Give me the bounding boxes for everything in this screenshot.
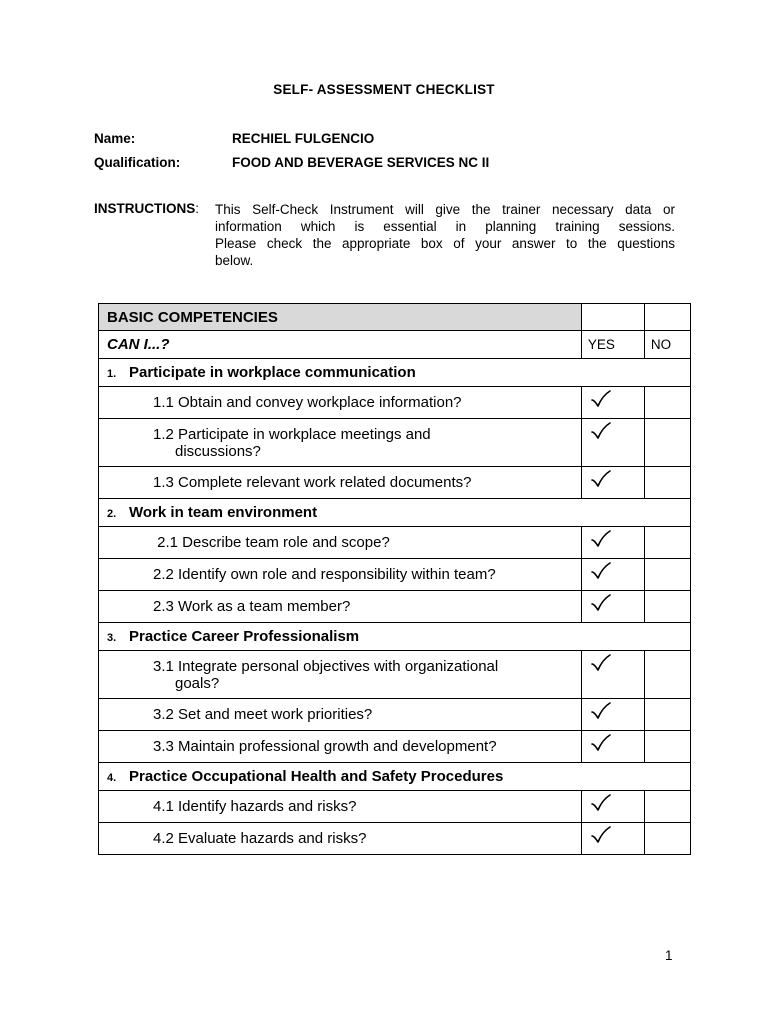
question-text-cell xyxy=(99,419,582,467)
no-checkbox-cell[interactable] xyxy=(644,591,690,623)
question-text-cell xyxy=(99,387,582,419)
question-row xyxy=(99,527,691,559)
page-title: SELF- ASSESSMENT CHECKLIST xyxy=(273,82,495,97)
checkmark-icon xyxy=(590,653,612,673)
section-title-cell xyxy=(99,359,691,387)
section-number: 1. xyxy=(107,368,117,380)
question-text-line: discussions? xyxy=(175,442,261,460)
checkmark-icon xyxy=(590,561,612,581)
question-text-line: 2.3 Work as a team member? xyxy=(153,598,351,615)
yes-checkbox-cell[interactable] xyxy=(581,559,644,591)
question-text-cell xyxy=(99,527,582,559)
section-title: Work in team environment xyxy=(129,504,318,521)
yes-column-label: YES xyxy=(581,331,644,359)
instructions-line: information which is essential in planning training sessions. xyxy=(215,219,675,234)
yes-checkbox-cell[interactable] xyxy=(581,823,644,855)
question-row xyxy=(99,419,691,467)
yes-checkbox-cell[interactable] xyxy=(581,731,644,763)
no-checkbox-cell[interactable] xyxy=(644,651,690,699)
header-no-blank xyxy=(644,304,690,331)
question-text-line: 2.2 Identify own role and responsibility within team? xyxy=(153,566,496,583)
question-row xyxy=(99,591,691,623)
checkmark-icon xyxy=(590,701,612,721)
checkmark-icon xyxy=(590,793,612,813)
instructions-text xyxy=(215,201,675,269)
question-row xyxy=(99,791,691,823)
question-row xyxy=(99,823,691,855)
no-checkbox-cell[interactable] xyxy=(644,559,690,591)
yes-checkbox-cell[interactable] xyxy=(581,387,644,419)
yes-checkbox-cell[interactable] xyxy=(581,791,644,823)
no-checkbox-cell[interactable] xyxy=(644,699,690,731)
section-title-cell xyxy=(99,623,691,651)
section-title: Participate in workplace communication xyxy=(129,364,416,381)
yes-checkbox-cell[interactable] xyxy=(581,651,644,699)
question-text-line: 1.3 Complete relevant work related documents? xyxy=(153,474,472,491)
instructions-label xyxy=(94,201,199,216)
competency-checklist-table xyxy=(98,303,691,855)
no-checkbox-cell[interactable] xyxy=(644,419,690,467)
no-checkbox-cell[interactable] xyxy=(644,791,690,823)
question-text-cell xyxy=(99,467,582,499)
question-row xyxy=(99,467,691,499)
name-label: Name: xyxy=(94,131,136,146)
question-text-line: 3.2 Set and meet work priorities? xyxy=(153,706,373,723)
header-yes-blank xyxy=(581,304,644,331)
no-checkbox-cell[interactable] xyxy=(644,527,690,559)
question-text-line: 2.1 Describe team role and scope? xyxy=(153,534,390,551)
section-title: Practice Occupational Health and Safety Procedures xyxy=(129,768,504,785)
question-text-cell xyxy=(99,591,582,623)
question-text-line: 4.1 Identify hazards and risks? xyxy=(153,798,357,815)
section-row xyxy=(99,623,691,651)
no-checkbox-cell[interactable] xyxy=(644,823,690,855)
basic-competencies-header: BASIC COMPETENCIES xyxy=(99,304,582,331)
no-checkbox-cell[interactable] xyxy=(644,467,690,499)
can-i-row xyxy=(99,331,691,359)
yes-checkbox-cell[interactable] xyxy=(581,699,644,731)
checkmark-icon xyxy=(590,421,612,441)
qualification-value: FOOD AND BEVERAGE SERVICES NC II xyxy=(232,155,490,170)
question-text-line: 1.2 Participate in workplace meetings and xyxy=(153,425,431,443)
checkmark-icon xyxy=(590,529,612,549)
checkmark-icon xyxy=(590,825,612,845)
question-text-line: 3.1 Integrate personal objectives with organizational xyxy=(153,657,499,675)
instructions-line: Please check the appropriate box of your answer to the questions xyxy=(215,236,675,251)
section-title-cell xyxy=(99,763,691,791)
page-number: 1 xyxy=(665,948,673,963)
name-value: RECHIEL FULGENCIO xyxy=(232,131,375,146)
question-text-cell xyxy=(99,791,582,823)
section-row xyxy=(99,763,691,791)
section-number: 3. xyxy=(107,632,117,644)
question-text-line: 1.1 Obtain and convey workplace information? xyxy=(153,394,462,411)
no-checkbox-cell[interactable] xyxy=(644,387,690,419)
question-row xyxy=(99,651,691,699)
no-column-label: NO xyxy=(644,331,690,359)
section-title: Practice Career Professionalism xyxy=(129,628,360,645)
table-header-row xyxy=(99,304,691,331)
checkmark-icon xyxy=(590,469,612,489)
yes-checkbox-cell[interactable] xyxy=(581,591,644,623)
instructions-line: below. xyxy=(215,253,254,268)
section-number: 2. xyxy=(107,508,117,520)
question-text-line: 4.2 Evaluate hazards and risks? xyxy=(153,830,367,847)
section-row xyxy=(99,359,691,387)
question-text-line: 3.3 Maintain professional growth and development? xyxy=(153,738,497,755)
question-text-line: goals? xyxy=(175,674,220,692)
question-text-cell xyxy=(99,559,582,591)
question-text-cell xyxy=(99,823,582,855)
can-i-label: CAN I...? xyxy=(99,331,582,359)
section-row xyxy=(99,499,691,527)
yes-checkbox-cell[interactable] xyxy=(581,527,644,559)
instructions-colon: : xyxy=(195,201,200,216)
question-text-cell xyxy=(99,651,582,699)
no-checkbox-cell[interactable] xyxy=(644,731,690,763)
section-number: 4. xyxy=(107,772,117,784)
question-row xyxy=(99,699,691,731)
yes-checkbox-cell[interactable] xyxy=(581,419,644,467)
checkmark-icon xyxy=(590,733,612,753)
instructions-label-text: INSTRUCTIONS xyxy=(94,201,196,216)
question-row xyxy=(99,731,691,763)
section-title-cell xyxy=(99,499,691,527)
checkmark-icon xyxy=(590,389,612,409)
yes-checkbox-cell[interactable] xyxy=(581,467,644,499)
question-text-cell xyxy=(99,731,582,763)
qualification-label: Qualification: xyxy=(94,155,181,170)
question-row xyxy=(99,559,691,591)
question-row xyxy=(99,387,691,419)
instructions-line: This Self-Check Instrument will give the trainer necessary data or xyxy=(215,202,675,217)
checkmark-icon xyxy=(590,593,612,613)
question-text-cell xyxy=(99,699,582,731)
